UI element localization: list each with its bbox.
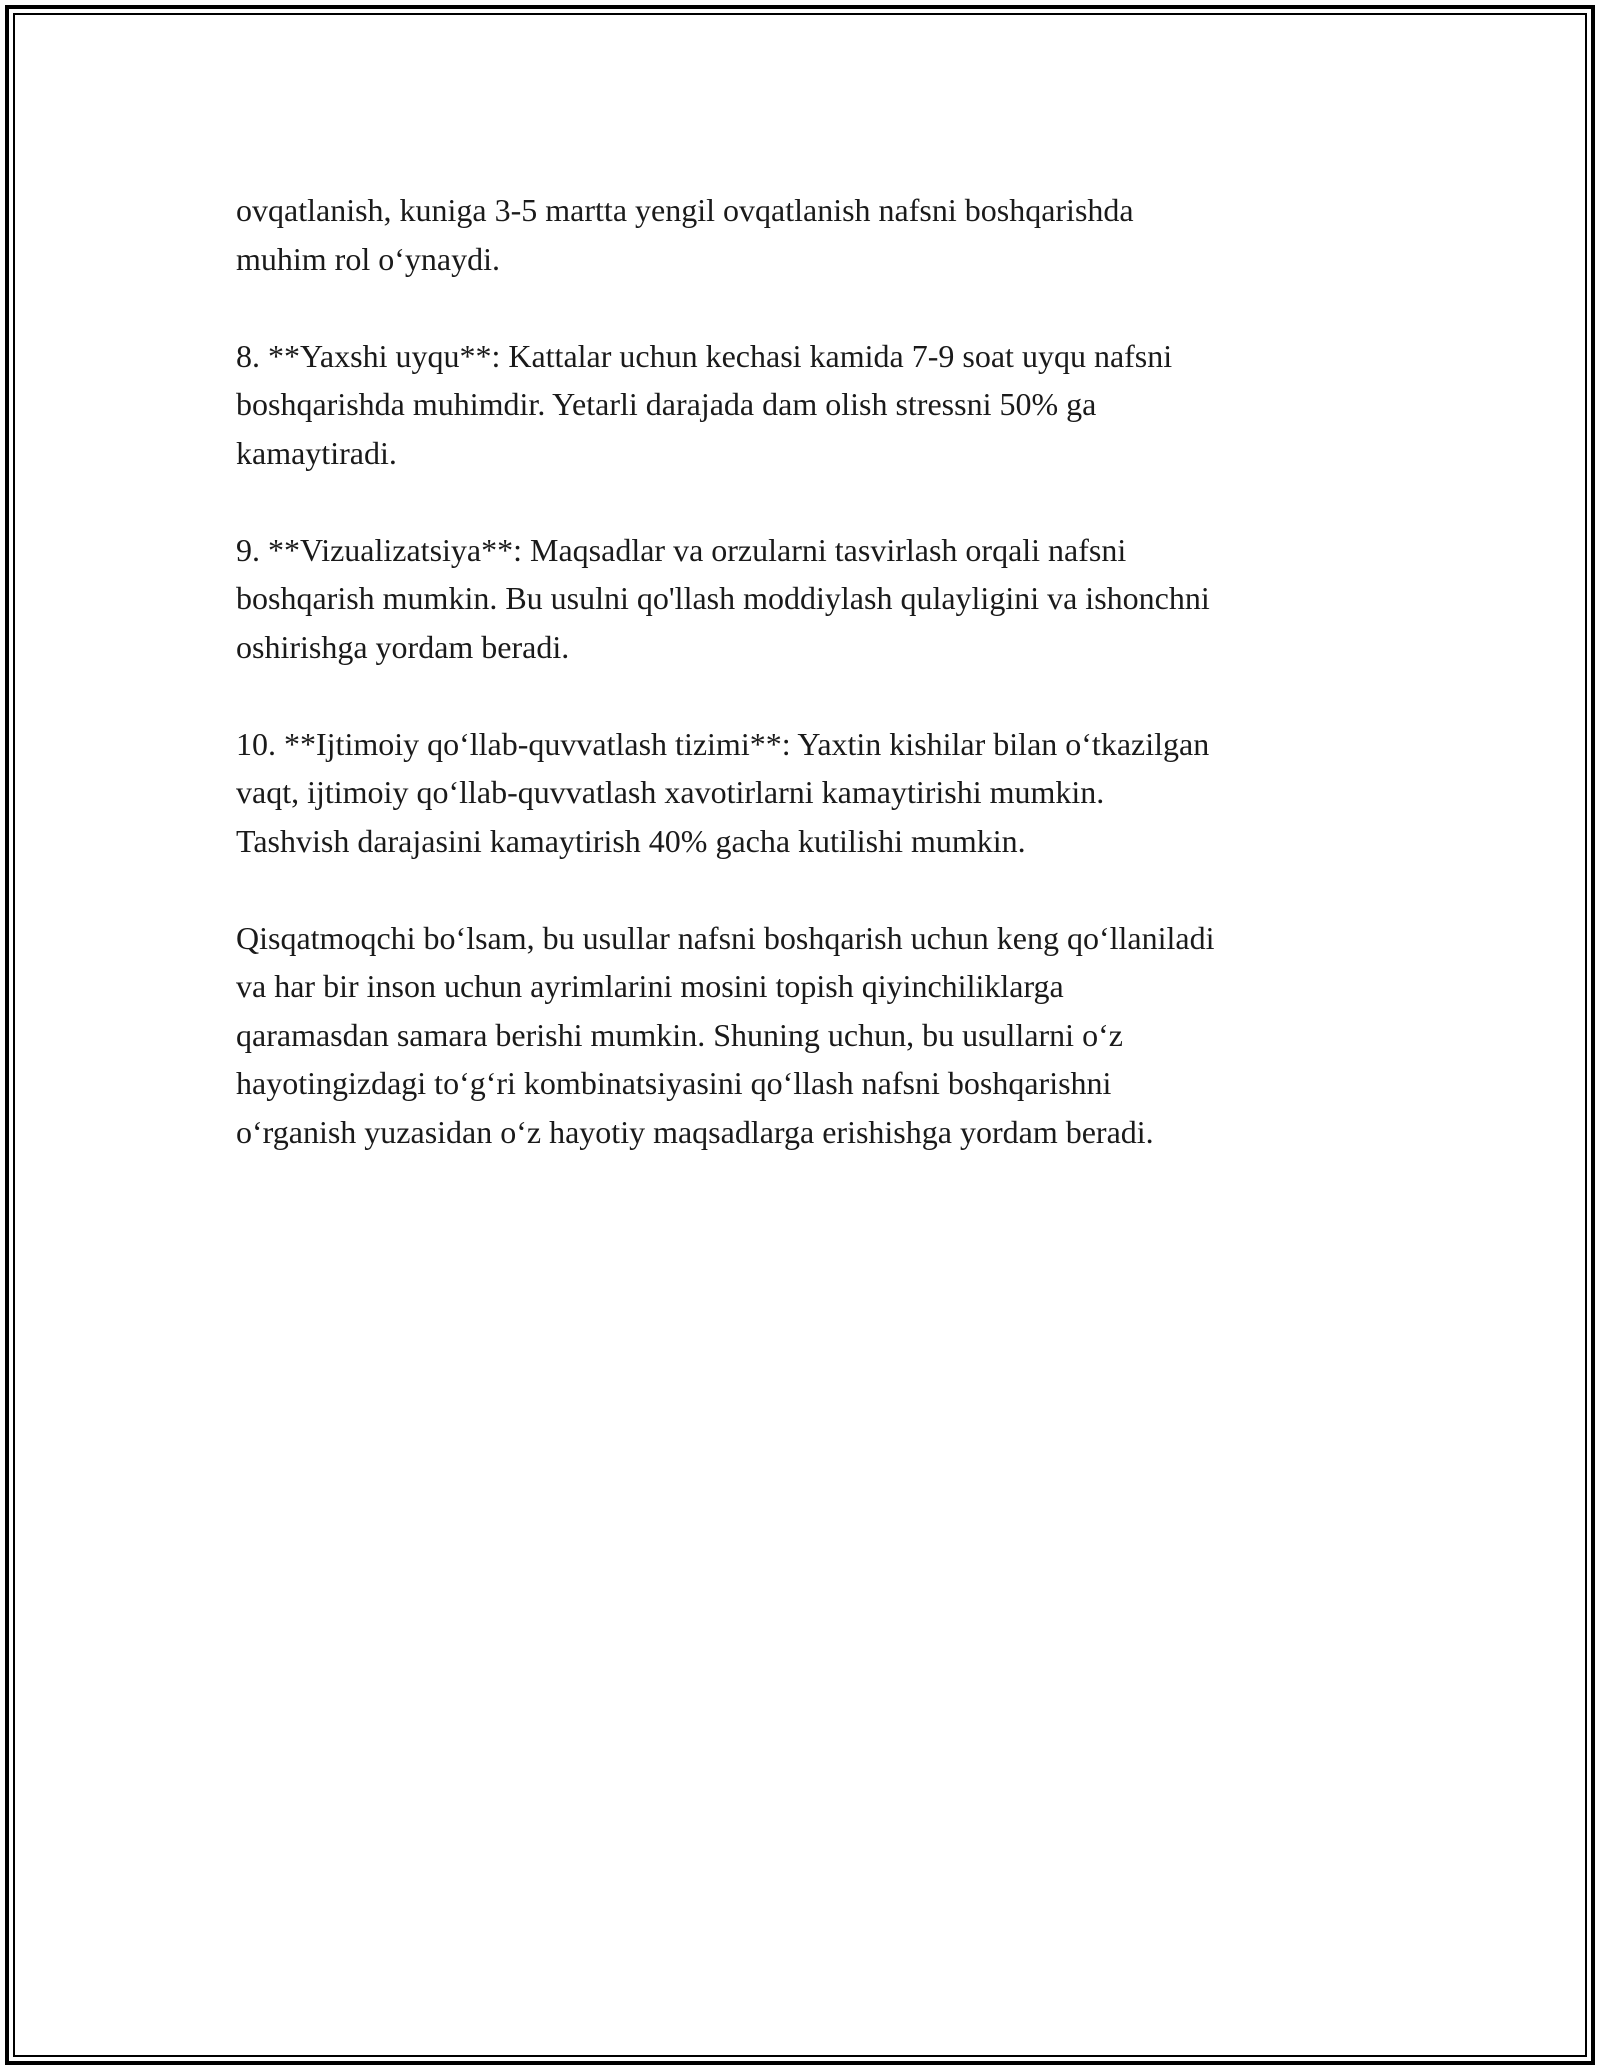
paragraph-good-sleep: 8. **Yaxshi uyqu**: Kattalar uchun kechasi kamida 7-9 soat uyqu nafsni boshqarishda muhimdir. Yetarli darajada dam olish stressni 50% ga kamaytiradi. xyxy=(236,337,1173,471)
paragraph-diet-continued: ovqatlanish, kuniga 3-5 martta yengil ovqatlanish nafsni boshqarishda muhim rol oʻynaydi. xyxy=(236,192,1134,277)
paragraph-social-support: 10. **Ijtimoiy qoʻllab-quvvatlash tizimi**: Yaxtin kishilar bilan oʻtkazilgan vaqt, ijtimoiy qoʻllab-quvvatlash xavotirlarni kamaytirishi mumkin. Tashvish darajasini kamaytirish 40% gacha kutilishi mumkin. xyxy=(236,725,1210,859)
paragraph-visualization: 9. **Vizualizatsiya**: Maqsadlar va orzularni tasvirlash orqali nafsni boshqarish mumkin. Bu usulni qo'llash moddiylash qulayligini va ishonchni oshirishga yordam beradi. xyxy=(236,531,1210,665)
paragraph-conclusion: Qisqatmoqchi boʻlsam, bu usullar nafsni boshqarish uchun keng qoʻllaniladi va har bir inson uchun ayrimlarini mosini topish qiyinchiliklarga qaramasdan samara berishi mumkin. Shuning uchun, bu usullarni oʻz hayotingizdagi toʻgʻri kombinatsiyasini qoʻllash nafsni boshqarishni oʻrganish yuzasidan oʻz hayotiy maqsadlarga erishishga yordam beradi. xyxy=(236,919,1215,1150)
document-body xyxy=(236,186,1376,1205)
